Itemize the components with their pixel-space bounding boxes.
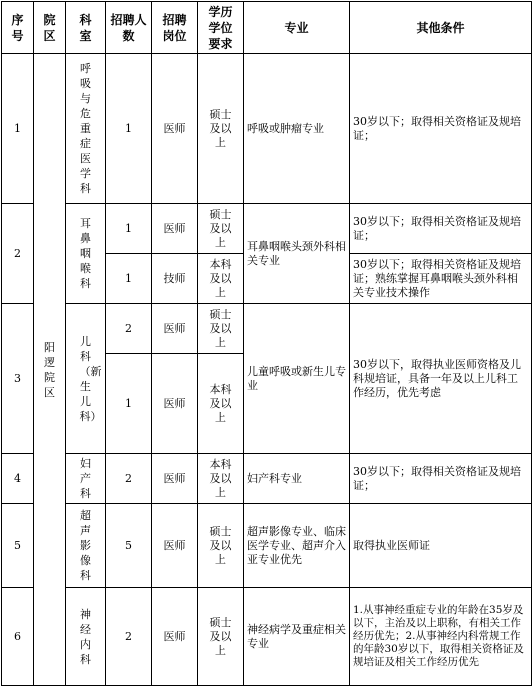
table-row (2, 204, 532, 254)
table-row (2, 504, 532, 588)
cell-dept: 呼吸与危重症医学科 (66, 54, 106, 204)
cell-position: 医师 (152, 304, 198, 354)
cell-count: 2 (106, 454, 152, 504)
header-position: 招聘岗位 (152, 2, 198, 54)
cell-count: 2 (106, 588, 152, 686)
cell-other: 30岁以下，取得执业医师资格及儿科规培证，具备一年及以上儿科工作经历，优先考虑 (350, 304, 532, 454)
cell-seq: 4 (2, 454, 34, 504)
header-dept: 科室 (66, 2, 106, 54)
cell-position: 医师 (152, 454, 198, 504)
cell-major: 超声影像专业、临床医学专业、超声介入亚专业优先 (244, 504, 350, 588)
cell-seq: 2 (2, 204, 34, 304)
cell-seq: 5 (2, 504, 34, 588)
header-education: 学历学位要求 (198, 2, 244, 54)
cell-count: 5 (106, 504, 152, 588)
cell-seq: 6 (2, 588, 34, 686)
table-row (2, 454, 532, 504)
cell-seq: 3 (2, 304, 34, 454)
cell-dept: 超声影像科 (66, 504, 106, 588)
header-campus: 院区 (34, 2, 66, 54)
cell-dept: 儿科（新生儿科） (66, 304, 106, 454)
cell-education: 本科及以上 (198, 254, 244, 304)
cell-education: 硕士及以上 (198, 504, 244, 588)
cell-seq: 1 (2, 54, 34, 204)
table-row (2, 588, 532, 686)
table-row (2, 304, 532, 354)
header-row (2, 2, 532, 54)
recruitment-table (1, 1, 532, 686)
cell-other: 30岁以下；取得相关资格证及规培证； (350, 54, 532, 204)
cell-major: 耳鼻咽喉头颈外科相关专业 (244, 204, 350, 304)
cell-major: 呼吸或肿瘤专业 (244, 54, 350, 204)
cell-education: 硕士及以上 (198, 588, 244, 686)
header-count: 招聘人数 (106, 2, 152, 54)
cell-education: 硕士及以上 (198, 54, 244, 204)
cell-other: 30岁以下；取得相关资格证及规培证； (350, 204, 532, 254)
cell-other: 30岁以下；取得相关资格证及规培证； (350, 454, 532, 504)
cell-count: 1 (106, 54, 152, 204)
cell-position: 医师 (152, 588, 198, 686)
cell-education: 硕士及以上 (198, 304, 244, 354)
cell-count: 1 (106, 354, 152, 454)
cell-position: 医师 (152, 354, 198, 454)
cell-major: 儿童呼吸或新生儿专业 (244, 304, 350, 454)
cell-education: 本科及以上 (198, 354, 244, 454)
header-other: 其他条件 (350, 2, 532, 54)
cell-major: 妇产科专业 (244, 454, 350, 504)
cell-campus: 阳逻院区 (34, 54, 66, 686)
cell-position: 医师 (152, 54, 198, 204)
cell-count: 1 (106, 254, 152, 304)
cell-position: 医师 (152, 204, 198, 254)
cell-other: 1.从事神经重症专业的年龄在35岁及以下，主治及以上职称，有相关工作经历优先；2.从事神经内科常规工作的年龄30岁以下，取得相关资格证及规培证及相关工作经历优先 (350, 588, 532, 686)
cell-dept: 神经内科 (66, 588, 106, 686)
cell-education: 硕士及以上 (198, 204, 244, 254)
cell-position: 技师 (152, 254, 198, 304)
cell-count: 1 (106, 204, 152, 254)
cell-count: 2 (106, 304, 152, 354)
cell-education: 本科及以上 (198, 454, 244, 504)
cell-major: 神经病学及重症相关专业 (244, 588, 350, 686)
cell-position: 医师 (152, 504, 198, 588)
header-major: 专业 (244, 2, 350, 54)
table-row (2, 54, 532, 204)
header-seq: 序号 (2, 2, 34, 54)
cell-other: 取得执业医师证 (350, 504, 532, 588)
cell-dept: 耳鼻咽喉科 (66, 204, 106, 304)
cell-dept: 妇产科 (66, 454, 106, 504)
cell-other: 30岁以下；取得相关资格证及规培证；熟练掌握耳鼻咽喉头颈外科相关专业技术操作 (350, 254, 532, 304)
